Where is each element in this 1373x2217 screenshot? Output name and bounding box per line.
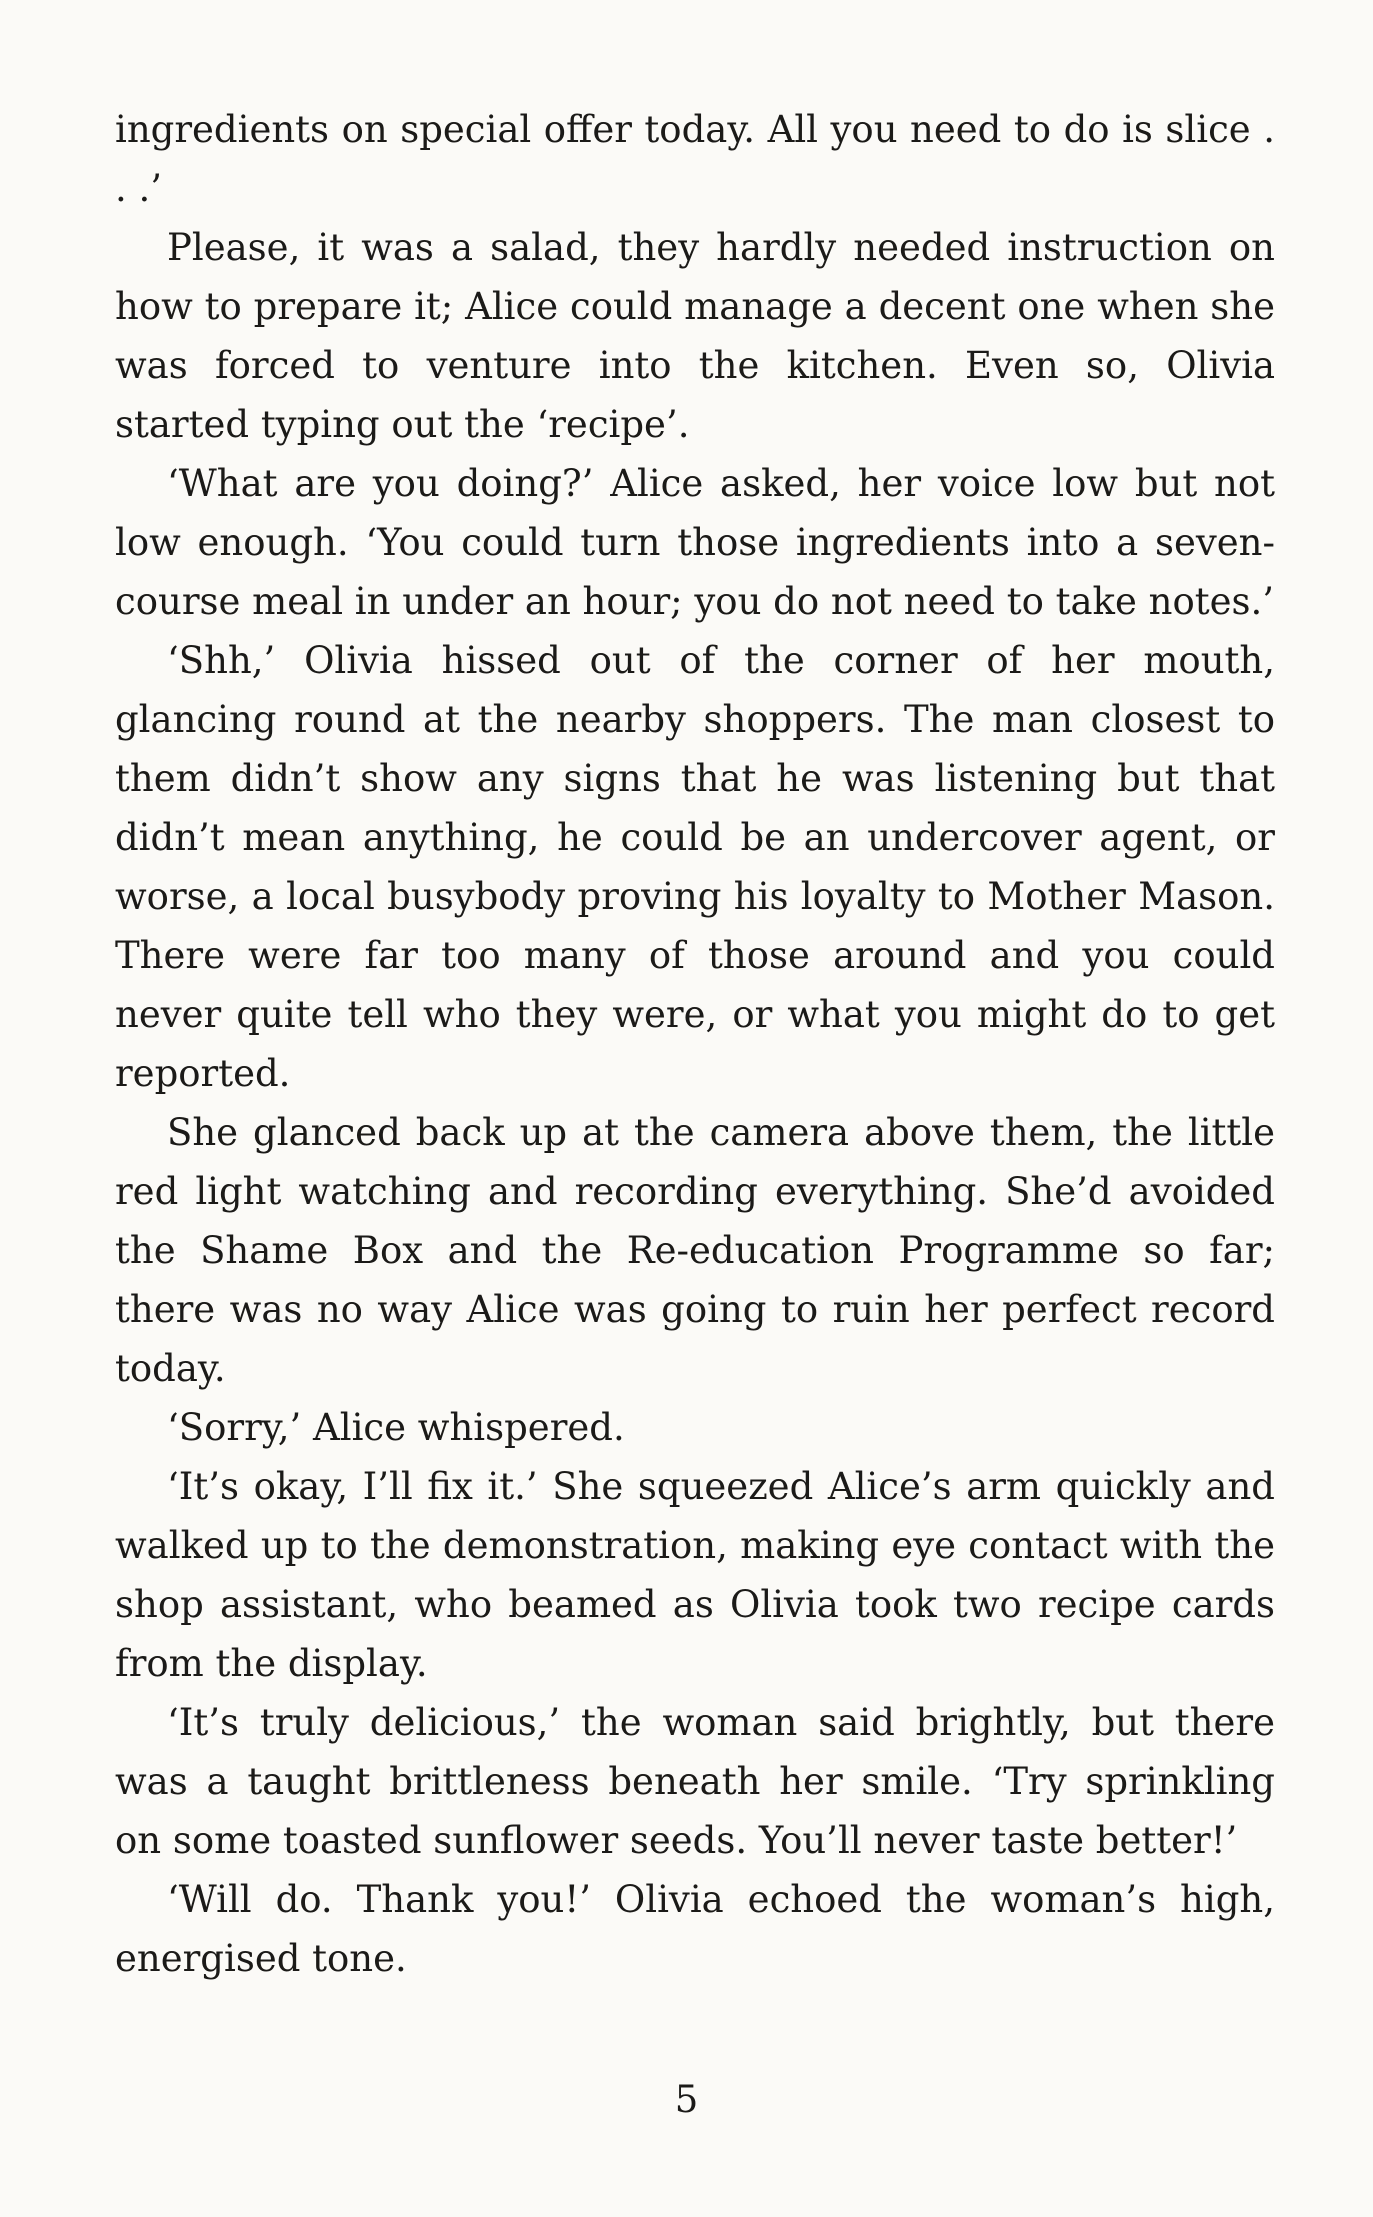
page-number: 5 xyxy=(674,2078,699,2121)
paragraph-5: She glanced back up at the camera above them, the little red light watching and recording everything. She’d avoided the Shame Box and the Re-education Programme so far; there was no way Alice was going to ruin her perfect record today. xyxy=(115,1111,1275,1390)
paragraph-8: ‘It’s truly delicious,’ the woman said brightly, but there was a taught brittleness beneath her smile. ‘Try sprinkling on some toasted sunflower seeds. You’ll never taste better!’ xyxy=(115,1701,1275,1862)
paragraph-1: ingredients on special offer today. All you need to do is slice . . .’ xyxy=(115,108,1275,210)
paragraph-3: ‘What are you doing?’ Alice asked, her voice low but not low enough. ‘You could turn those ingredients into a seven-course meal in under an hour; you do not need to take notes.’ xyxy=(115,462,1275,623)
paragraph-2: Please, it was a salad, they hardly needed instruction on how to prepare it; Alice could manage a decent one when she was forced to venture into the kitchen. Even so, Olivia started typing out the ‘recipe’. xyxy=(115,226,1275,446)
paragraph-6: ‘Sorry,’ Alice whispered. xyxy=(167,1406,625,1449)
paragraph-4: ‘Shh,’ Olivia hissed out of the corner of her mouth, glancing round at the nearby shoppers. The man closest to them didn’t show any signs that he was listening but that didn’t mean anything, he could be an undercover agent, or worse, a local busybody proving his loyalty to Mother Mason. There were far too many of those around and you could never quite tell who they were, or what you might do to get reported. xyxy=(115,639,1275,1095)
paragraph-7: ‘It’s okay, I’ll fix it.’ She squeezed Alice’s arm quickly and walked up to the demonstration, making eye contact with the shop assistant, who beamed as Olivia took two recipe cards from the display. xyxy=(115,1465,1275,1685)
body-text xyxy=(115,100,1275,1988)
paragraph-9: ‘Will do. Thank you!’ Olivia echoed the woman’s high, energised tone. xyxy=(115,1878,1275,1980)
